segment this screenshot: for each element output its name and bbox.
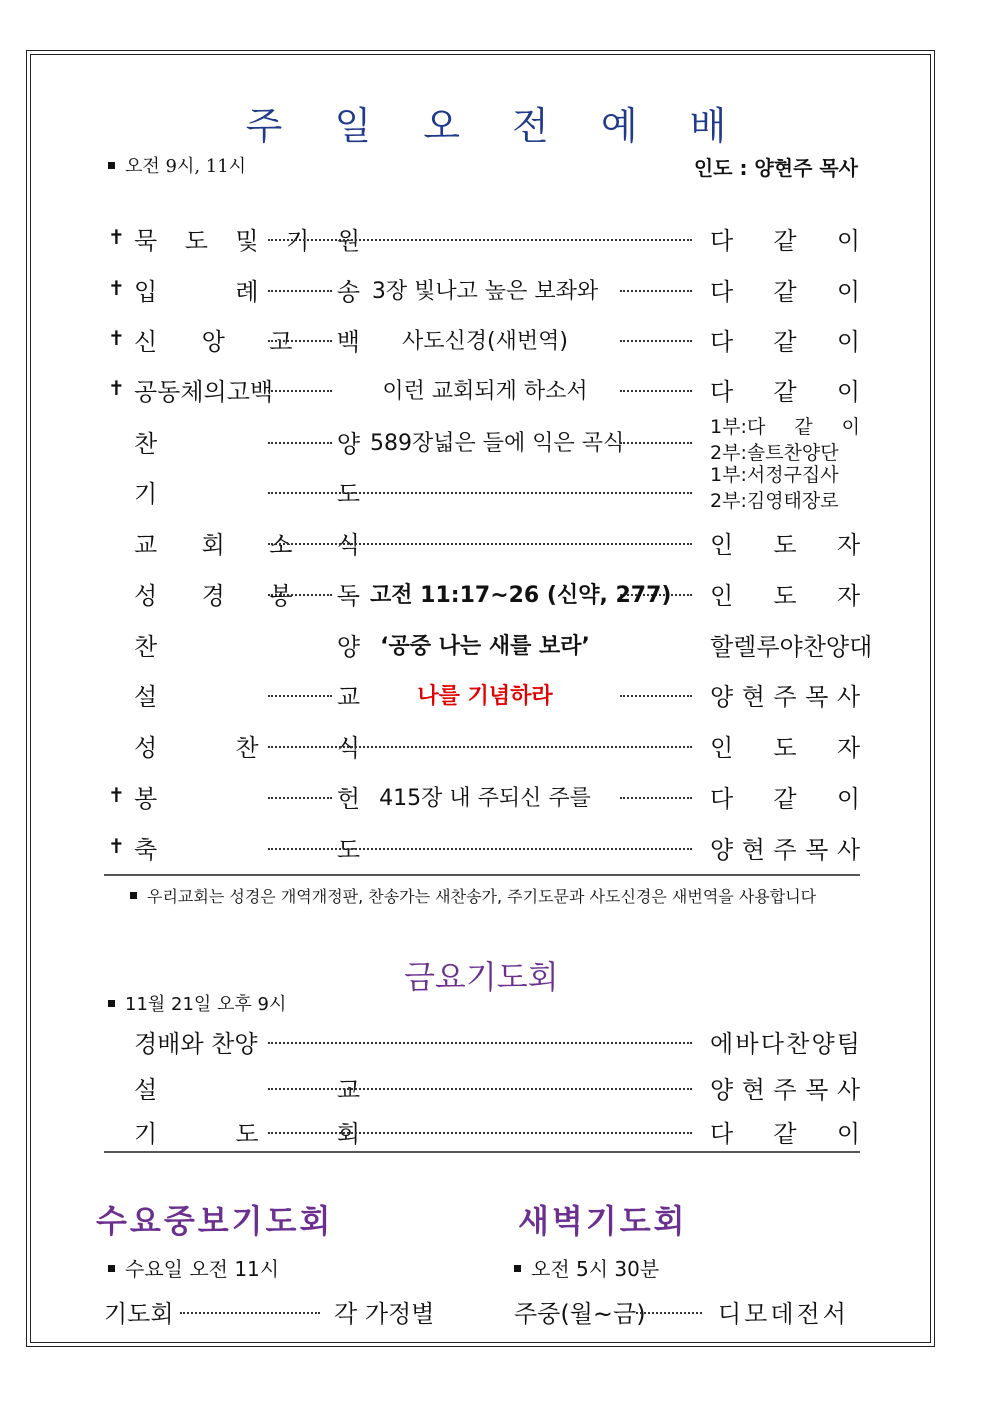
order-row [108,724,860,764]
cross-icon: ✝ [108,225,125,249]
order-item-who: 다 같 이 [710,785,860,813]
service-leader: 인도 : 양현주 목사 [693,156,858,180]
bullet-square-icon [108,162,115,169]
leader-dots [620,797,692,799]
leader-dots [268,848,692,850]
dawn-item: 주중(월~금) [514,1300,646,1328]
friday-row [108,1020,860,1060]
who-line: 1부:다 같 이 [710,416,860,438]
order-item-who: 다 같 이 [710,227,860,255]
friday-item-name: 기 도 회 [134,1120,360,1148]
friday-row [108,1110,860,1150]
order-row [108,217,860,257]
order-row [108,775,860,815]
leader-dots [180,1312,320,1314]
page-title: 주 일 오 전 예 배 [245,104,747,148]
order-row [108,572,860,612]
order-item-who: 다 같 이 [710,328,860,356]
order-item-name: 묵 도 및 기 원 [134,227,360,255]
order-item-name: 교 회 소 식 [134,531,360,559]
leader-dots [620,390,692,392]
leader-dots [268,695,332,697]
leader-dots [268,290,332,292]
divider [104,1151,860,1153]
order-item-who [710,462,860,514]
bullet-square-icon [108,1265,115,1272]
order-item-who: 양 현 주 목 사 [710,836,860,864]
wednesday-item: 기도회 [104,1300,174,1328]
leader-dots [268,390,332,392]
wednesday-time: 수요일 오전 11시 [108,1253,279,1282]
order-item-content: 고전 11:17~26 (신약, 277) [370,583,672,608]
order-row [108,416,860,464]
order-item-who: 다 같 이 [710,378,860,406]
order-item-name: 찬 양 [134,430,360,458]
leader-dots [268,746,692,748]
cross-icon: ✝ [108,376,125,400]
leader-dots [268,442,332,444]
dawn-title: 새벽기도회 [518,1202,688,1240]
service-time: 오전 9시, 11시 [108,152,246,178]
who-line: 1부:서정구집사 [710,464,839,486]
friday-row [108,1066,860,1106]
order-row [108,673,860,713]
leader-dots [268,492,692,494]
order-item-name: 성 찬 식 [134,734,360,762]
leader-dots [620,290,692,292]
order-row [108,521,860,561]
order-item-content: 415장 내 주되신 주를 [379,786,591,811]
friday-item-who: 다 같 이 [710,1120,860,1148]
order-item-who: 인 도 자 [710,531,860,559]
order-item-who [710,414,860,466]
order-item-who: 할렐루야찬양대 [710,633,873,661]
order-item-content: 나를 기념하라 [417,684,553,709]
order-item-name: 공동체의고백 [134,378,274,406]
order-item-name: 축 도 [134,836,360,864]
order-item-content: 3장 빛나고 높은 보좌와 [371,279,599,304]
order-item-name: 봉 헌 [134,785,360,813]
friday-item-who: 에 바 다 찬 양 팀 [710,1030,860,1058]
dawn-time: 오전 5시 30분 [514,1253,659,1282]
cross-icon: ✝ [108,276,125,300]
order-row [108,268,860,308]
friday-title: 금요기도회 [404,958,559,996]
leader-dots [620,442,692,444]
order-item-content: ‘공중 나는 새를 보라’ [380,634,590,659]
order-row [108,826,860,866]
leader-dots [268,797,332,799]
order-item-name: 신 앙 고 백 [134,328,360,356]
order-item-name: 입 례 송 [134,278,360,306]
leader-dots [268,340,332,342]
order-row [108,464,860,512]
leader-dots [268,1132,692,1134]
friday-time: 11월 21일 오후 9시 [108,990,286,1016]
order-row [108,623,873,663]
order-item-content: 사도신경(새번역) [402,329,568,354]
usage-note: 우리교회는 성경은 개역개정판, 찬송가는 새찬송가, 주기도문과 사도신경은 새번역을 사용합니다 [130,884,816,907]
leader-dots [620,695,692,697]
who-line: 2부:김영태장로 [710,490,839,512]
leader-dots [268,239,692,241]
order-item-content: 이런 교회되게 하소서 [382,379,588,404]
order-item-who: 다 같 이 [710,278,860,306]
wednesday-who: 각 가정별 [334,1300,435,1328]
order-item-name: 설 교 [134,683,360,711]
order-item-who: 인 도 자 [710,582,860,610]
order-item-content: 589장넓은 들에 익은 곡식 [370,431,625,456]
friday-item-name: 설 교 [134,1076,360,1104]
order-item-name: 찬 양 [134,633,360,661]
cross-icon: ✝ [108,783,125,807]
leader-dots [620,340,692,342]
order-item-who: 양 현 주 목 사 [710,683,860,711]
leader-dots [268,543,692,545]
divider [104,874,860,876]
leader-dots [268,1042,692,1044]
cross-icon: ✝ [108,834,125,858]
order-row [108,318,860,358]
leader-dots [268,1088,692,1090]
dawn-who: 디모데전서 [718,1300,849,1328]
friday-item-name: 경배와 찬양 [134,1030,258,1058]
order-item-name: 성 경 봉 독 [134,582,360,610]
leader-dots [268,594,332,596]
who-line: 2부:솔트찬양단 [710,442,839,464]
wednesday-title: 수요중보기도회 [96,1202,334,1240]
bullet-square-icon [108,1000,115,1007]
bullet-square-icon [130,892,137,899]
friday-item-who: 양 현 주 목 사 [710,1076,860,1104]
order-item-name: 기 도 [134,480,360,508]
leader-dots [636,1312,702,1314]
cross-icon: ✝ [108,326,125,350]
order-item-who: 인 도 자 [710,734,860,762]
order-row [108,368,860,408]
bullet-square-icon [514,1265,521,1272]
